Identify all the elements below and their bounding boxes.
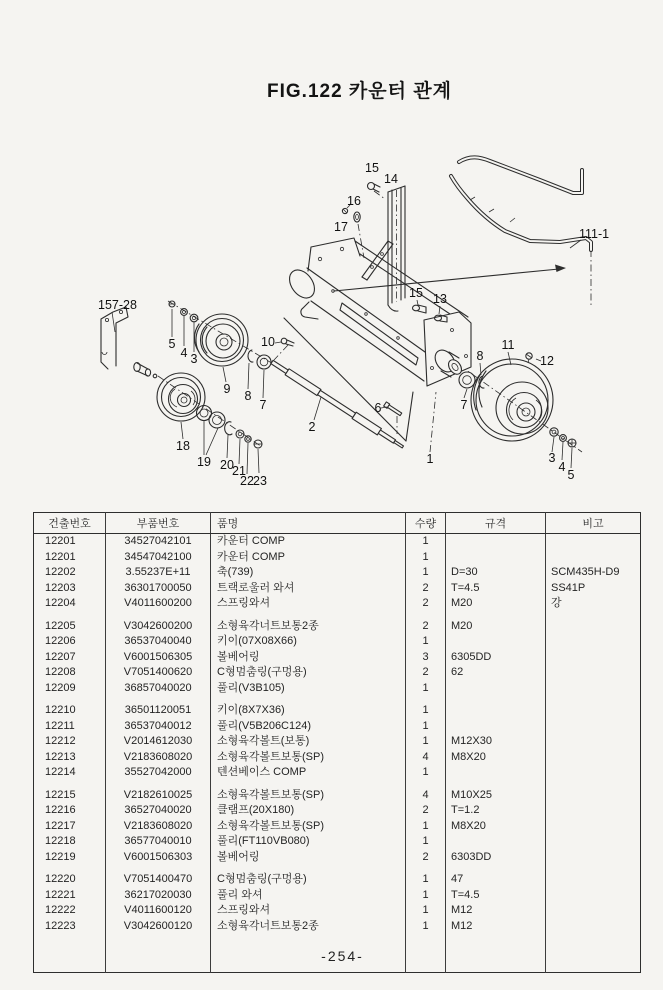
callout-19: 19 [197,455,211,469]
cell-spec [446,781,546,788]
cell-no: 12221 [45,888,76,901]
cell-no [34,865,106,872]
parts-table [33,512,641,973]
cell-part_no: V4011600200 [106,596,211,612]
table-row [34,819,641,835]
cell-part_no: 36577040010 [106,834,211,850]
cell-note [546,765,641,781]
cell-name: 소형육각너트보통2종 [211,619,406,635]
cell-part_no [106,696,211,703]
cell-part_no: 36501120051 [106,703,211,719]
cell-no: 12212 [45,735,76,747]
cell-note: SS41P [546,581,641,597]
parts-table-body [34,534,641,973]
table-row [34,596,641,612]
table-row-spacer [34,696,641,703]
cell-name: 스프링와셔 [211,596,406,612]
left-bracket-157-28 [101,307,157,378]
cell-qty: 2 [406,581,446,597]
callout-4b: 4 [558,460,566,474]
cell-note [546,903,641,919]
cell-qty: 1 [406,634,446,650]
cell-qty: 1 [406,534,446,550]
callout-5b: 5 [567,468,575,482]
cell-note [546,650,641,666]
header-qty: 수량 [406,513,446,534]
cell-note [546,734,641,750]
callout-21: 21 [232,464,246,478]
callout-2: 2 [308,420,316,434]
cell-qty: 2 [406,665,446,681]
cell-spec [446,865,546,872]
cell-part_no: V7051400470 [106,872,211,888]
cell-part_no: V3042600200 [106,619,211,635]
table-row [34,903,641,919]
cell-no [34,612,106,619]
cell-part_no: 36217020030 [106,888,211,904]
callout-7b: 7 [460,398,468,412]
cell-part_no: 36301700050 [106,581,211,597]
cell-qty: 2 [406,619,446,635]
cell-name: C형멈춤링(구멍용) [211,872,406,888]
callout-22: 22 [240,474,254,488]
cell-name: C형멈춤링(구멍용) [211,665,406,681]
cell-part_no: V2014612030 [106,734,211,750]
cell-name: 트랙로울러 와셔 [211,581,406,597]
cell-note [546,750,641,766]
cell-name: 소형육각볼트보통(SP) [211,819,406,835]
callout-11: 11 [501,338,515,352]
callout-5a: 5 [168,337,176,351]
cell-spec: 6303DD [446,850,546,866]
table-row [34,650,641,666]
cell-no: 12222 [45,904,76,916]
cell-note [546,612,641,619]
cell-qty: 2 [406,596,446,612]
cell-part_no [106,612,211,619]
cell-name: 키이(8X7X36) [211,703,406,719]
cell-note [546,850,641,866]
callout-15b: 15 [409,286,423,300]
cell-spec [446,634,546,650]
table-row [34,619,641,635]
cell-no: 12210 [45,704,76,716]
header-part-no: 부품번호 [106,513,211,534]
cell-no: 12202 [45,566,76,578]
table-row [34,765,641,781]
cell-spec: M12 [446,903,546,919]
cell-no: 12215 [45,788,76,801]
cell-name: 볼베어링 [211,650,406,666]
cell-spec [446,534,546,550]
cell-name: 소형육각너트보통2종 [211,919,406,935]
cell-no: 12205 [45,619,76,632]
table-row [34,850,641,866]
callout-6: 6 [374,401,382,415]
cell-spec: 47 [446,872,546,888]
table-row [34,665,641,681]
table-row [34,550,641,566]
pulley-18 [157,373,262,448]
table-row [34,681,641,697]
cell-qty: 4 [406,750,446,766]
cell-spec [446,703,546,719]
table-row [34,581,641,597]
cell-no: 12207 [45,650,76,663]
cell-spec [446,719,546,735]
cell-note [546,819,641,835]
cell-qty: 1 [406,703,446,719]
cell-qty: 3 [406,650,446,666]
cell-part_no: V2183608020 [106,750,211,766]
cell-spec [446,696,546,703]
cell-name: 풀리(V5B206C124) [211,719,406,735]
callout-20: 20 [220,458,234,472]
cell-qty [406,781,446,788]
cell-name: 카운터 COMP [211,534,406,550]
cell-qty: 1 [406,550,446,566]
cell-qty [406,612,446,619]
cell-no: 12220 [45,873,76,885]
cell-note: 강 [546,596,641,612]
cell-name: 클램프(20X180) [211,803,406,819]
cell-name [211,612,406,619]
callout-3b: 3 [548,451,556,465]
cell-no: 12203 [45,581,76,594]
cell-spec [446,681,546,697]
cell-name: 볼베어링 [211,850,406,866]
callout-18: 18 [176,439,190,453]
callout-4a: 4 [180,346,188,360]
cell-no [34,696,106,703]
cell-no: 12206 [45,635,76,647]
cell-part_no: 36527040020 [106,803,211,819]
cell-qty: 1 [406,765,446,781]
cell-note [546,803,641,819]
table-row [34,888,641,904]
cell-no: 12213 [45,750,76,763]
cell-no: 12208 [45,666,76,678]
cell-qty: 1 [406,834,446,850]
cell-part_no: V7051400620 [106,665,211,681]
cell-qty: 1 [406,719,446,735]
cell-spec: M20 [446,619,546,635]
callout-23: 23 [253,474,267,488]
cell-spec: M10X25 [446,788,546,804]
cell-no: 12201 [45,550,76,563]
cell-note [546,550,641,566]
pulley-11 [471,359,553,441]
cell-note [546,703,641,719]
cell-name: 축(739) [211,565,406,581]
callout-10: 10 [261,335,275,349]
frame-111-1 [451,157,591,250]
cell-name: 소형육각볼트보통(SP) [211,750,406,766]
cell-qty: 1 [406,565,446,581]
cell-no: 12204 [45,597,76,609]
cell-spec: T=4.5 [446,888,546,904]
cell-part_no: V6001506303 [106,850,211,866]
cell-name: 카운터 COMP [211,550,406,566]
table-row-spacer [34,865,641,872]
cell-note [546,634,641,650]
cell-qty: 1 [406,681,446,697]
cell-note [546,888,641,904]
cell-no: 12211 [45,719,75,732]
cell-part_no: 3.55237E+11 [106,565,211,581]
header-row [34,513,641,534]
cell-spec: M8X20 [446,819,546,835]
table-row [34,803,641,819]
cell-name: 풀리 와셔 [211,888,406,904]
callout-8b: 8 [476,349,484,363]
bracket-14 [362,186,405,311]
cell-name: 풀리(FT110VB080) [211,834,406,850]
cell-note [546,834,641,850]
cell-qty [406,865,446,872]
table-row [34,750,641,766]
cell-name: 스프링와셔 [211,903,406,919]
cell-no: 12201 [45,535,76,547]
cell-qty: 1 [406,919,446,935]
cell-no: 12209 [45,681,76,694]
table-row [34,565,641,581]
callout-12: 12 [540,354,554,368]
cell-qty [406,696,446,703]
pulley-9 [194,314,271,369]
cell-spec [446,550,546,566]
callout-8a: 8 [244,389,252,403]
table-row [34,872,641,888]
cell-spec: 62 [446,665,546,681]
cell-part_no: V6001506305 [106,650,211,666]
cell-note [546,919,641,935]
cell-part_no: 36537040040 [106,634,211,650]
cell-qty: 1 [406,872,446,888]
callout-17: 17 [334,220,348,234]
cell-spec: M20 [446,596,546,612]
cell-name: 풀리(V3B105) [211,681,406,697]
cell-spec [446,765,546,781]
cell-no: 12216 [45,804,76,816]
cell-qty: 1 [406,903,446,919]
table-row [34,734,641,750]
callout-13: 13 [433,292,447,306]
cell-spec: M8X20 [446,750,546,766]
cell-name [211,696,406,703]
cell-part_no: V2183608020 [106,819,211,835]
cell-part_no [106,781,211,788]
cell-no: 12214 [45,766,76,778]
cell-note [546,865,641,872]
cell-part_no: 35527042000 [106,765,211,781]
cell-name [211,781,406,788]
cell-note [546,872,641,888]
cell-spec: M12X30 [446,734,546,750]
cell-note [546,534,641,550]
cell-note [546,719,641,735]
callout-16: 16 [347,194,361,208]
cell-qty: 2 [406,803,446,819]
cell-name [211,865,406,872]
cell-note [546,696,641,703]
table-row [34,834,641,850]
cell-note [546,681,641,697]
cell-part_no: 36857040020 [106,681,211,697]
cell-part_no: 34547042100 [106,550,211,566]
cell-qty: 1 [406,734,446,750]
cell-note [546,788,641,804]
table-row [34,634,641,650]
cell-spec: T=4.5 [446,581,546,597]
cell-part_no: V3042600120 [106,919,211,935]
cell-note [546,781,641,788]
cell-no: 12217 [45,819,76,832]
figure-title: FIG.122 카운터 관계 [267,81,452,102]
cell-note [546,665,641,681]
header-spec: 규격 [446,513,546,534]
cell-no: 12219 [45,850,76,863]
table-row [34,719,641,735]
callout-1: 1 [426,452,434,466]
cell-part_no [106,865,211,872]
cell-qty: 1 [406,819,446,835]
table-row-spacer [34,612,641,619]
cell-spec: 6305DD [446,650,546,666]
cell-qty: 2 [406,850,446,866]
cell-no [34,781,106,788]
cell-spec [446,834,546,850]
cell-note: SCM435H-D9 [546,565,641,581]
cell-spec: T=1.2 [446,803,546,819]
cell-no: 12218 [45,835,76,847]
cell-qty: 4 [406,788,446,804]
table-row [34,534,641,550]
callout-111-1: 111-1 [578,227,610,241]
cell-part_no: V2182610025 [106,788,211,804]
callout-3a: 3 [190,352,198,366]
cell-note [546,619,641,635]
cell-name: 텐션베이스 COMP [211,765,406,781]
parts-table-header [34,513,641,534]
cell-part_no: V4011600120 [106,903,211,919]
cell-spec [446,612,546,619]
callout-157-28: 157-28 [98,298,137,312]
header-ref-no: 건출번호 [34,513,106,534]
callout-7a: 7 [259,398,267,412]
callout-9: 9 [223,382,231,396]
table-row [34,788,641,804]
cell-spec: M12 [446,919,546,935]
cell-name: 소형육각볼트보통(SP) [211,788,406,804]
cell-part_no: 34527042101 [106,534,211,550]
table-row [34,919,641,935]
header-name: 품명 [211,513,406,534]
callout-14: 14 [384,172,398,186]
callout-15a: 15 [365,161,379,175]
callout-labels [98,161,609,488]
table-row-spacer [34,781,641,788]
header-note: 비고 [546,513,641,534]
cell-name: 키이(07X08X66) [211,634,406,650]
cell-part_no: 36537040012 [106,719,211,735]
table-row [34,703,641,719]
cell-name: 소형육각볼트(보통) [211,734,406,750]
page-number: -254- [321,948,364,964]
cell-spec: D=30 [446,565,546,581]
cell-qty: 1 [406,888,446,904]
cell-no: 12223 [45,919,76,932]
